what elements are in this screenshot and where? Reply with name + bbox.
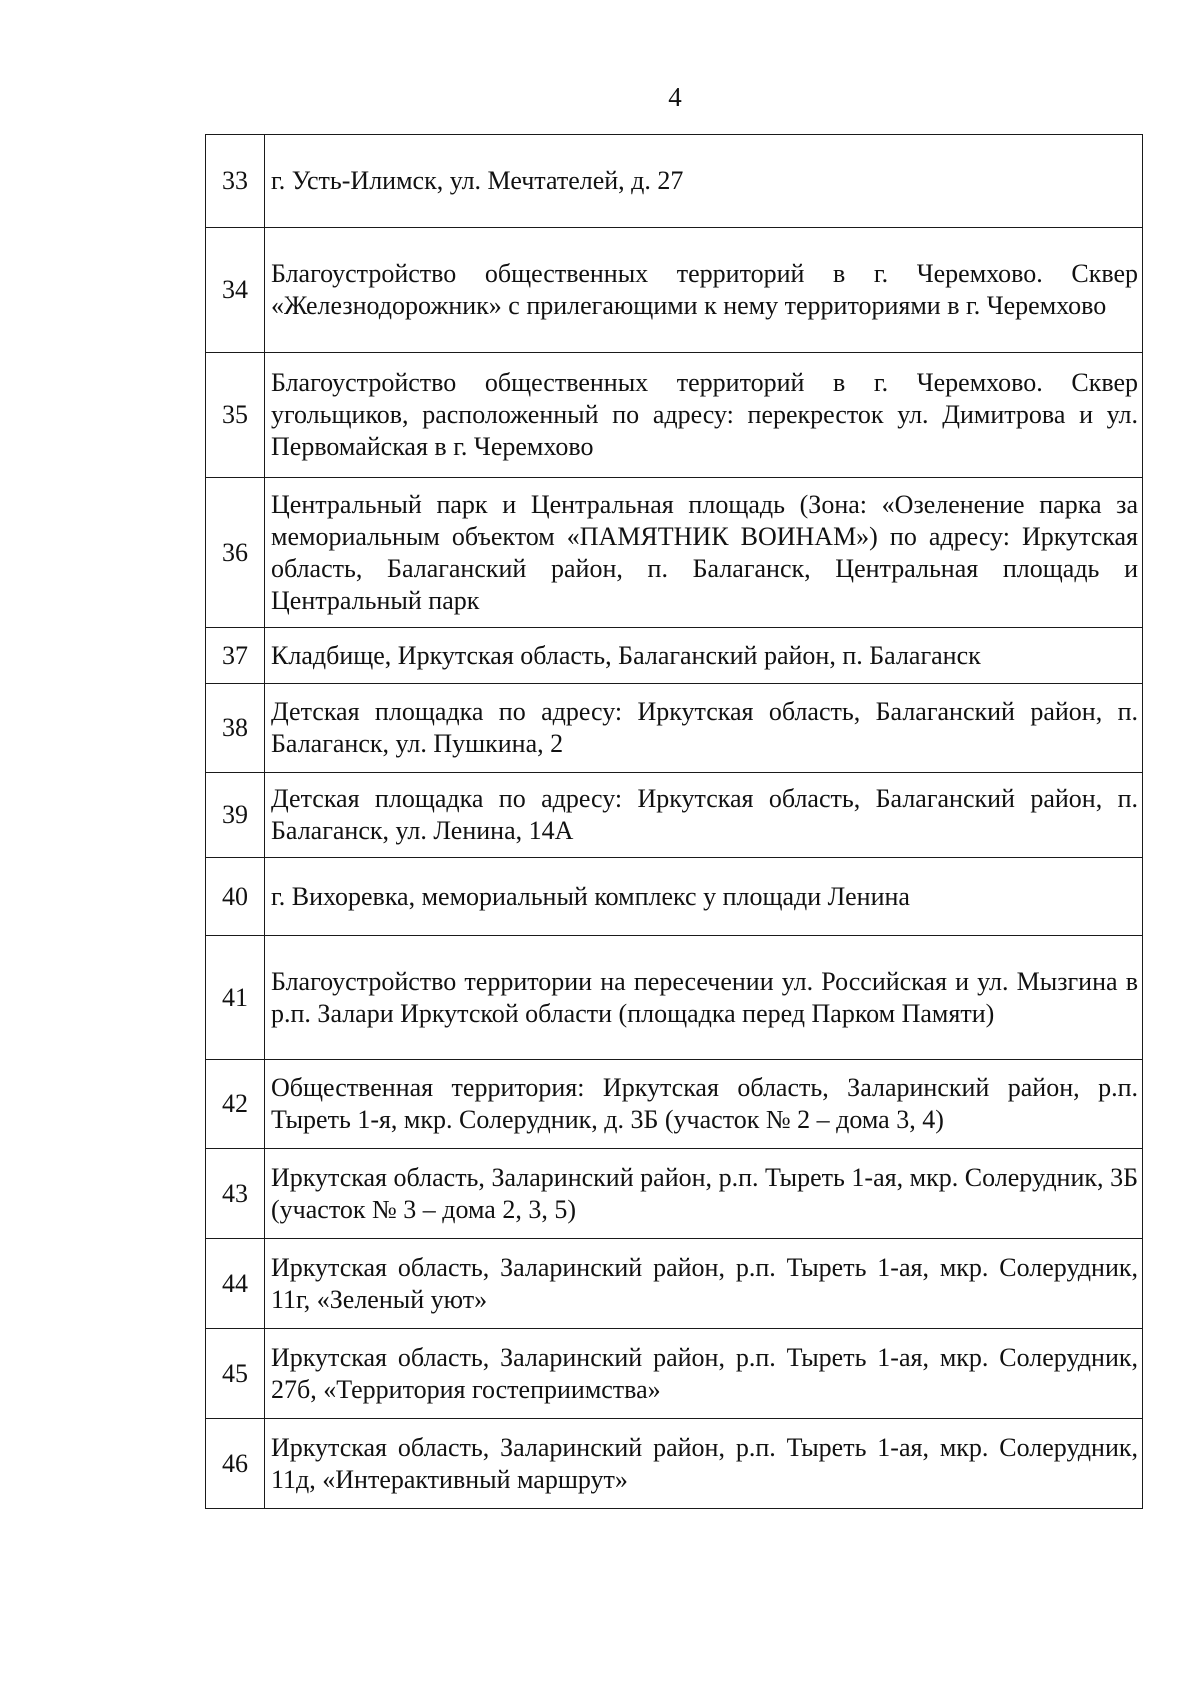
row-text: Иркутская область, Заларинский район, р.п. Тыреть 1-ая, мкр. Солерудник, 11д, «Интерактивный маршрут» bbox=[265, 1419, 1143, 1509]
row-number: 37 bbox=[206, 628, 265, 684]
row-text: Общественная территория: Иркутская область, Заларинский район, р.п. Тыреть 1-я, мкр. Солерудник, д. 3Б (участок № 2 – дома 3, 4) bbox=[265, 1060, 1143, 1149]
table-row bbox=[206, 1149, 1143, 1239]
table-row bbox=[206, 228, 1143, 353]
row-number: 35 bbox=[206, 353, 265, 478]
row-text: г. Усть-Илимск, ул. Мечтателей, д. 27 bbox=[265, 135, 1143, 228]
table-row bbox=[206, 684, 1143, 773]
row-text: Иркутская область, Заларинский район, р.п. Тыреть 1-ая, мкр. Солерудник, 3Б (участок № 3 – дома 2, 3, 5) bbox=[265, 1149, 1143, 1239]
table-row bbox=[206, 936, 1143, 1060]
territories-table bbox=[205, 134, 1143, 1509]
row-text: Иркутская область, Заларинский район, р.п. Тыреть 1-ая, мкр. Солерудник, 27б, «Территория гостеприимства» bbox=[265, 1329, 1143, 1419]
table-row bbox=[206, 478, 1143, 628]
table-row bbox=[206, 1239, 1143, 1329]
row-number: 42 bbox=[206, 1060, 265, 1149]
row-text: Иркутская область, Заларинский район, р.п. Тыреть 1-ая, мкр. Солерудник, 11г, «Зеленый уют» bbox=[265, 1239, 1143, 1329]
row-number: 40 bbox=[206, 858, 265, 936]
page-number: 4 bbox=[668, 82, 682, 112]
table-row bbox=[206, 353, 1143, 478]
row-text: Кладбище, Иркутская область, Балаганский район, п. Балаганск bbox=[265, 628, 1143, 684]
table-body bbox=[206, 135, 1143, 1509]
table-row bbox=[206, 773, 1143, 858]
row-text: Благоустройство общественных территорий в г. Черемхово. Сквер угольщиков, расположенный по адресу: перекресток ул. Димитрова и ул. Первомайская в г. Черемхово bbox=[265, 353, 1143, 478]
row-text: Благоустройство территории на пересечении ул. Российская и ул. Мызгина в р.п. Залари Иркутской области (площадка перед Парком Памяти) bbox=[265, 936, 1143, 1060]
row-number: 34 bbox=[206, 228, 265, 353]
row-text: Благоустройство общественных территорий в г. Черемхово. Сквер «Железнодорожник» с прилегающими к нему территориями в г. Черемхово bbox=[265, 228, 1143, 353]
row-number: 43 bbox=[206, 1149, 265, 1239]
row-number: 39 bbox=[206, 773, 265, 858]
table-row bbox=[206, 1329, 1143, 1419]
table-row bbox=[206, 1419, 1143, 1509]
table-row bbox=[206, 858, 1143, 936]
row-text: г. Вихоревка, мемориальный комплекс у площади Ленина bbox=[265, 858, 1143, 936]
row-text: Детская площадка по адресу: Иркутская область, Балаганский район, п. Балаганск, ул. Ленина, 14А bbox=[265, 773, 1143, 858]
row-text: Центральный парк и Центральная площадь (Зона: «Озеленение парка за мемориальным объектом «ПАМЯТНИК ВОИНАМ») по адресу: Иркутская область, Балаганский район, п. Балаганск, Центральная площадь и Центральный парк bbox=[265, 478, 1143, 628]
row-number: 36 bbox=[206, 478, 265, 628]
row-number: 38 bbox=[206, 684, 265, 773]
row-number: 46 bbox=[206, 1419, 265, 1509]
table-row bbox=[206, 1060, 1143, 1149]
row-text: Детская площадка по адресу: Иркутская область, Балаганский район, п. Балаганск, ул. Пушкина, 2 bbox=[265, 684, 1143, 773]
row-number: 44 bbox=[206, 1239, 265, 1329]
table-row bbox=[206, 135, 1143, 228]
row-number: 45 bbox=[206, 1329, 265, 1419]
row-number: 33 bbox=[206, 135, 265, 228]
row-number: 41 bbox=[206, 936, 265, 1060]
table-row bbox=[206, 628, 1143, 684]
